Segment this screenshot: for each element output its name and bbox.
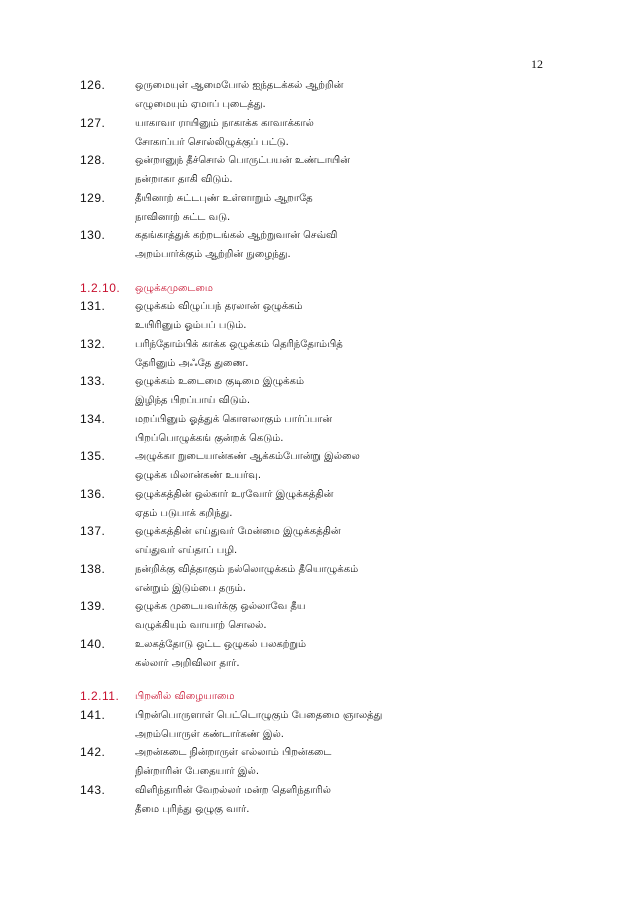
verse-line: அறன்கடை நின்றாருள் எல்லாம் பிறன்கடை bbox=[135, 747, 332, 758]
page-number: 12 bbox=[531, 57, 543, 71]
verse bbox=[80, 522, 560, 560]
verse-number: 137. bbox=[80, 524, 106, 538]
verse-text bbox=[135, 114, 314, 152]
verse-text bbox=[135, 781, 331, 819]
verse-line: சோகாப்பர் சொல்லிழுக்குப் பட்டு. bbox=[135, 136, 289, 148]
verse-line: கதங்காத்துக் கற்றடங்கல் ஆற்றுவான் செவ்வி bbox=[135, 230, 338, 241]
verse bbox=[80, 372, 560, 410]
verse-number: 138. bbox=[80, 561, 106, 576]
verse-text bbox=[135, 76, 343, 114]
verse-text bbox=[135, 372, 304, 410]
verse-line: பிறன்பொருளாள் பெட்டொழுகும் பேதைமை ஞாலத்து bbox=[135, 709, 383, 721]
verse-line: விளிந்தாரின் வேறல்லர் மன்ற தெளிந்தாரில் bbox=[135, 784, 331, 796]
verse-line: ஒன்றானுந் தீச்சொல் பொருட்பயன் உண்டாயின் bbox=[135, 155, 350, 166]
section-number: 1.2.11. bbox=[80, 689, 120, 703]
verse-line: நன்றாகா தாகி விடும். bbox=[135, 174, 233, 185]
section-heading bbox=[80, 279, 560, 298]
verse-text bbox=[135, 226, 337, 264]
verse-text bbox=[135, 410, 332, 448]
verse-line: மறப்பினும் ஓத்துக் கொளலாகும் பார்ப்பான் bbox=[135, 413, 333, 425]
section-title: பிறனில் விழையாமை bbox=[135, 691, 235, 702]
verse-line: உலகத்தோடு ஒட்ட ஒழுகல் பலகற்றும் bbox=[135, 638, 306, 650]
verse-line: அறம்பொருள் கண்டார்கண் இல். bbox=[135, 728, 284, 740]
verse-line: ஒருமையுள் ஆமைபோல் ஐந்தடக்கல் ஆற்றின் bbox=[135, 80, 344, 91]
verse-line: ஒழுக்க முடையவர்க்கு ஒல்லாவே தீய bbox=[135, 601, 306, 612]
verse-line: தீமை புரிந்து ஒழுகு வார். bbox=[135, 803, 250, 815]
verse-number: 133. bbox=[80, 374, 106, 388]
verse-text bbox=[135, 189, 313, 227]
section-heading bbox=[80, 687, 560, 706]
verse-list bbox=[80, 76, 560, 818]
verse bbox=[80, 114, 560, 152]
verse-line: ஒழுக்கத்தின் எய்துவர் மேன்மை இழுக்கத்தின் bbox=[135, 526, 341, 537]
verse-line: உயிரினும் ஓம்பப் படும். bbox=[135, 320, 247, 331]
verse-line: ஒழுக்க மிலான்கண் உயர்வு. bbox=[135, 470, 262, 481]
verse-line: அழுக்கா றுடையான்கண் ஆக்கம்போன்று இல்லை bbox=[135, 451, 360, 462]
verse-line: தீயினாற் சுட்டபுண் உள்ளாறும் ஆறாதே bbox=[135, 192, 313, 204]
verse-number: 142. bbox=[80, 745, 106, 759]
verse-number: 143. bbox=[80, 782, 106, 797]
verse-line: ஏதம் படுபாக் கறிந்து. bbox=[135, 507, 233, 519]
verse bbox=[80, 76, 560, 114]
verse-number: 129. bbox=[80, 190, 106, 205]
section-number: 1.2.10. bbox=[80, 280, 121, 295]
verse-line: யாகாவா ராயினும் நாகாக்க காவாக்கால் bbox=[135, 117, 314, 129]
verse-number: 132. bbox=[80, 336, 106, 351]
verse-number: 134. bbox=[80, 411, 106, 426]
verse bbox=[80, 706, 560, 744]
verse-line: தேரினும் அஃதே துணை. bbox=[135, 357, 249, 369]
verse-text bbox=[135, 597, 305, 635]
verse bbox=[80, 335, 560, 373]
verse-line: எய்துவர் எய்தாப் பழி. bbox=[135, 545, 238, 556]
verse-number: 127. bbox=[80, 115, 106, 130]
verse bbox=[80, 635, 560, 673]
verse-line: அறம்பார்க்கும் ஆற்றின் நுழைந்து. bbox=[135, 249, 291, 260]
verse-text bbox=[135, 560, 358, 598]
verse-line: பரிந்தோம்பிக் காக்க ஒழுக்கம் தெரிந்தோம்பித் bbox=[135, 338, 343, 350]
verse bbox=[80, 297, 560, 335]
verse bbox=[80, 151, 560, 189]
verse-line: பிறப்பொழுக்கங் குன்றக் கெடும். bbox=[135, 432, 284, 444]
verse bbox=[80, 189, 560, 227]
section-title: ஒழுக்கமுடைமை bbox=[135, 282, 213, 294]
verse-line: கல்லார் அறிவிலா தார். bbox=[135, 657, 240, 669]
verse-text bbox=[135, 335, 343, 373]
verse-line: எழுமையும் ஏமாப் புடைத்து. bbox=[135, 99, 266, 110]
verse-number: 126. bbox=[80, 78, 106, 92]
verse-number: 130. bbox=[80, 228, 106, 242]
verse-line: இழிந்த பிறப்பாய் விடும். bbox=[135, 395, 250, 406]
verse-number: 136. bbox=[80, 486, 106, 501]
verse-line: ஒழுக்கத்தின் ஒல்கார் உரவோர் இழுக்கத்தின் bbox=[135, 488, 334, 500]
verse-number: 131. bbox=[80, 299, 106, 313]
verse bbox=[80, 560, 560, 598]
verse-number: 141. bbox=[80, 707, 106, 722]
verse-number: 139. bbox=[80, 599, 106, 613]
verse-text bbox=[135, 706, 382, 744]
verse bbox=[80, 781, 560, 819]
verse-line: ஒழுக்கம் விழுப்பந் தரலான் ஒழுக்கம் bbox=[135, 301, 303, 312]
verse-text bbox=[135, 743, 331, 781]
verse-text bbox=[135, 297, 303, 335]
verse bbox=[80, 410, 560, 448]
verse-text bbox=[135, 522, 341, 560]
verse-number: 135. bbox=[80, 449, 106, 463]
verse-text bbox=[135, 447, 360, 485]
verse bbox=[80, 447, 560, 485]
verse-text bbox=[135, 635, 306, 673]
verse-number: 140. bbox=[80, 636, 106, 651]
verse bbox=[80, 485, 560, 523]
verse bbox=[80, 226, 560, 264]
verse-line: ஒழுக்கம் உடைமை குடிமை இழுக்கம் bbox=[135, 376, 304, 387]
verse-number: 128. bbox=[80, 153, 106, 167]
verse-line: நின்றாரின் பேதையார் இல். bbox=[135, 766, 260, 777]
verse-text bbox=[135, 151, 350, 189]
verse-line: நாவினாற் சுட்ட வடு. bbox=[135, 211, 231, 223]
verse bbox=[80, 597, 560, 635]
verse bbox=[80, 743, 560, 781]
verse-line: என்றும் இடும்பை தரும். bbox=[135, 582, 246, 594]
verse-text bbox=[135, 485, 333, 523]
verse-line: வழுக்கியும் வாயாற் சொலல். bbox=[135, 620, 267, 631]
verse-line: நன்றிக்கு வித்தாகும் நல்லொழுக்கம் தீயொழுக்கம் bbox=[135, 563, 359, 575]
